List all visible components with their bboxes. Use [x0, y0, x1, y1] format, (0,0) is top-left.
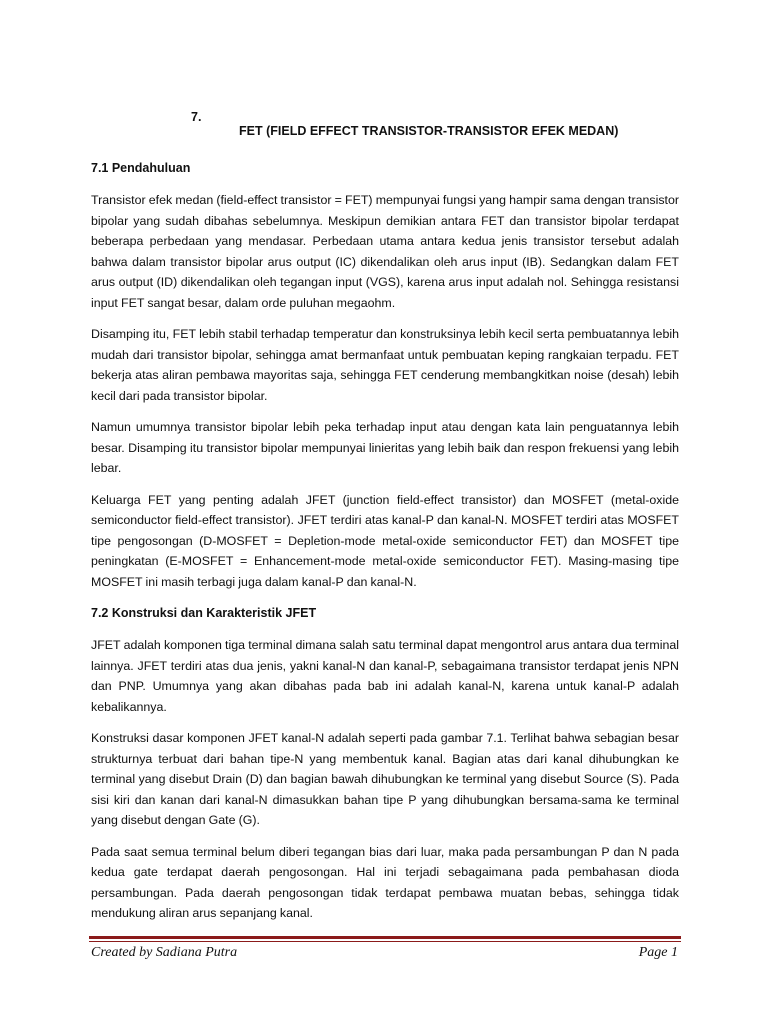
paragraph: Keluarga FET yang penting adalah JFET (junction field-effect transistor) dan MOSFET (metal-oxide semiconductor field-effect transistor). JFET terdiri atas kanal-P dan kanal-N. MOSFET terdiri atas MOSFET tipe pengosongan (D-MOSFET = Depletion-mode metal-oxide semiconductor FET) dan MOSFET tipe peningkatan (E-MOSFET = Enhancement-mode metal-oxide semiconductor FET). Masing-masing tipe MOSFET ini masih terbagi juga dalam kanal-P dan kanal-N.	[91, 492, 679, 589]
footer-rule-thin	[89, 941, 681, 942]
footer-author: Created by Sadiana Putra	[91, 945, 238, 960]
footer-page-number: Page 1	[638, 945, 678, 960]
document-body	[91, 158, 679, 924]
paragraph: Pada saat semua terminal belum diberi tegangan bias dari luar, maka pada persambungan P dan N pada kedua gate terdapat daerah pengosongan. Hal ini terjadi sebagaimana pada pembahasan dioda persambungan. Pada daerah pengosongan tidak terdapat pembawa muatan bebas, sehingga tidak mendukung aliran arus sepanjang kanal.	[91, 844, 679, 920]
paragraph: JFET adalah komponen tiga terminal dimana salah satu terminal dapat mengontrol arus antara dua terminal lainnya. JFET terdiri atas dua jenis, yakni kanal-N dan kanal-P, sebagaimana transistor terdapat jenis NPN dan PNP. Umumnya yang akan dibahas pada bab ini adalah kanal-N, karena untuk kanal-P adalah kebalikannya.	[91, 638, 679, 714]
paragraph: Namun umumnya transistor bipolar lebih peka terhadap input atau dengan kata lain penguatannya lebih besar. Disamping itu transistor bipolar mempunyai linieritas yang lebih baik dan respon frekuensi yang lebih lebar.	[91, 420, 679, 475]
chapter-number: 7.	[191, 110, 202, 124]
section-heading: 7.1 Pendahuluan	[91, 161, 191, 175]
paragraph: Transistor efek medan (field-effect transistor = FET) mempunyai fungsi yang hampir sama dengan transistor bipolar yang sudah dibahas sebelumnya. Meskipun demikian antara FET dan transistor bipolar terdapat beberapa perbedaan yang mendasar. Perbedaan utama antara kedua jenis transistor tersebut adalah bahwa dalam transistor bipolar arus output (IC) dikendalikan oleh arus input (IB). Sedangkan dalam FET arus output (ID) dikendalikan oleh tegangan input (VGS), karena arus input adalah nol. Sehingga resistansi input FET sangat besar, dalam orde puluhan megaohm.	[91, 193, 680, 310]
chapter-title-text: FET (FIELD EFFECT TRANSISTOR-TRANSISTOR EFEK MEDAN)	[239, 124, 619, 138]
paragraph: Disamping itu, FET lebih stabil terhadap temperatur dan konstruksinya lebih kecil serta pembuatannya lebih mudah dari transistor bipolar, sehingga amat bermanfaat untuk pembuatan keping rangkaian terpadu. FET bekerja atas aliran pembawa mayoritas saja, sehingga FET cenderung membangkitkan noise (desah) lebih kecil dari pada transistor bipolar.	[91, 327, 679, 403]
section-heading: 7.2 Konstruksi dan Karakteristik JFET	[91, 606, 317, 620]
chapter-title	[0, 96, 768, 152]
paragraph: Konstruksi dasar komponen JFET kanal-N adalah seperti pada gambar 7.1. Terlihat bahwa sebagian besar strukturnya terbuat dari bahan tipe-N yang membentuk kanal. Bagian atas dari kanal dihubungkan ke terminal yang disebut Drain (D) dan bagian bawah dihubungkan ke terminal yang disebut Source (S). Pada sisi kiri dan kanan dari kanal-N dimasukkan bahan tipe P yang dihubungkan bersama-sama ke terminal yang disebut dengan Gate (G).	[91, 731, 679, 827]
footer-rule	[89, 936, 681, 939]
